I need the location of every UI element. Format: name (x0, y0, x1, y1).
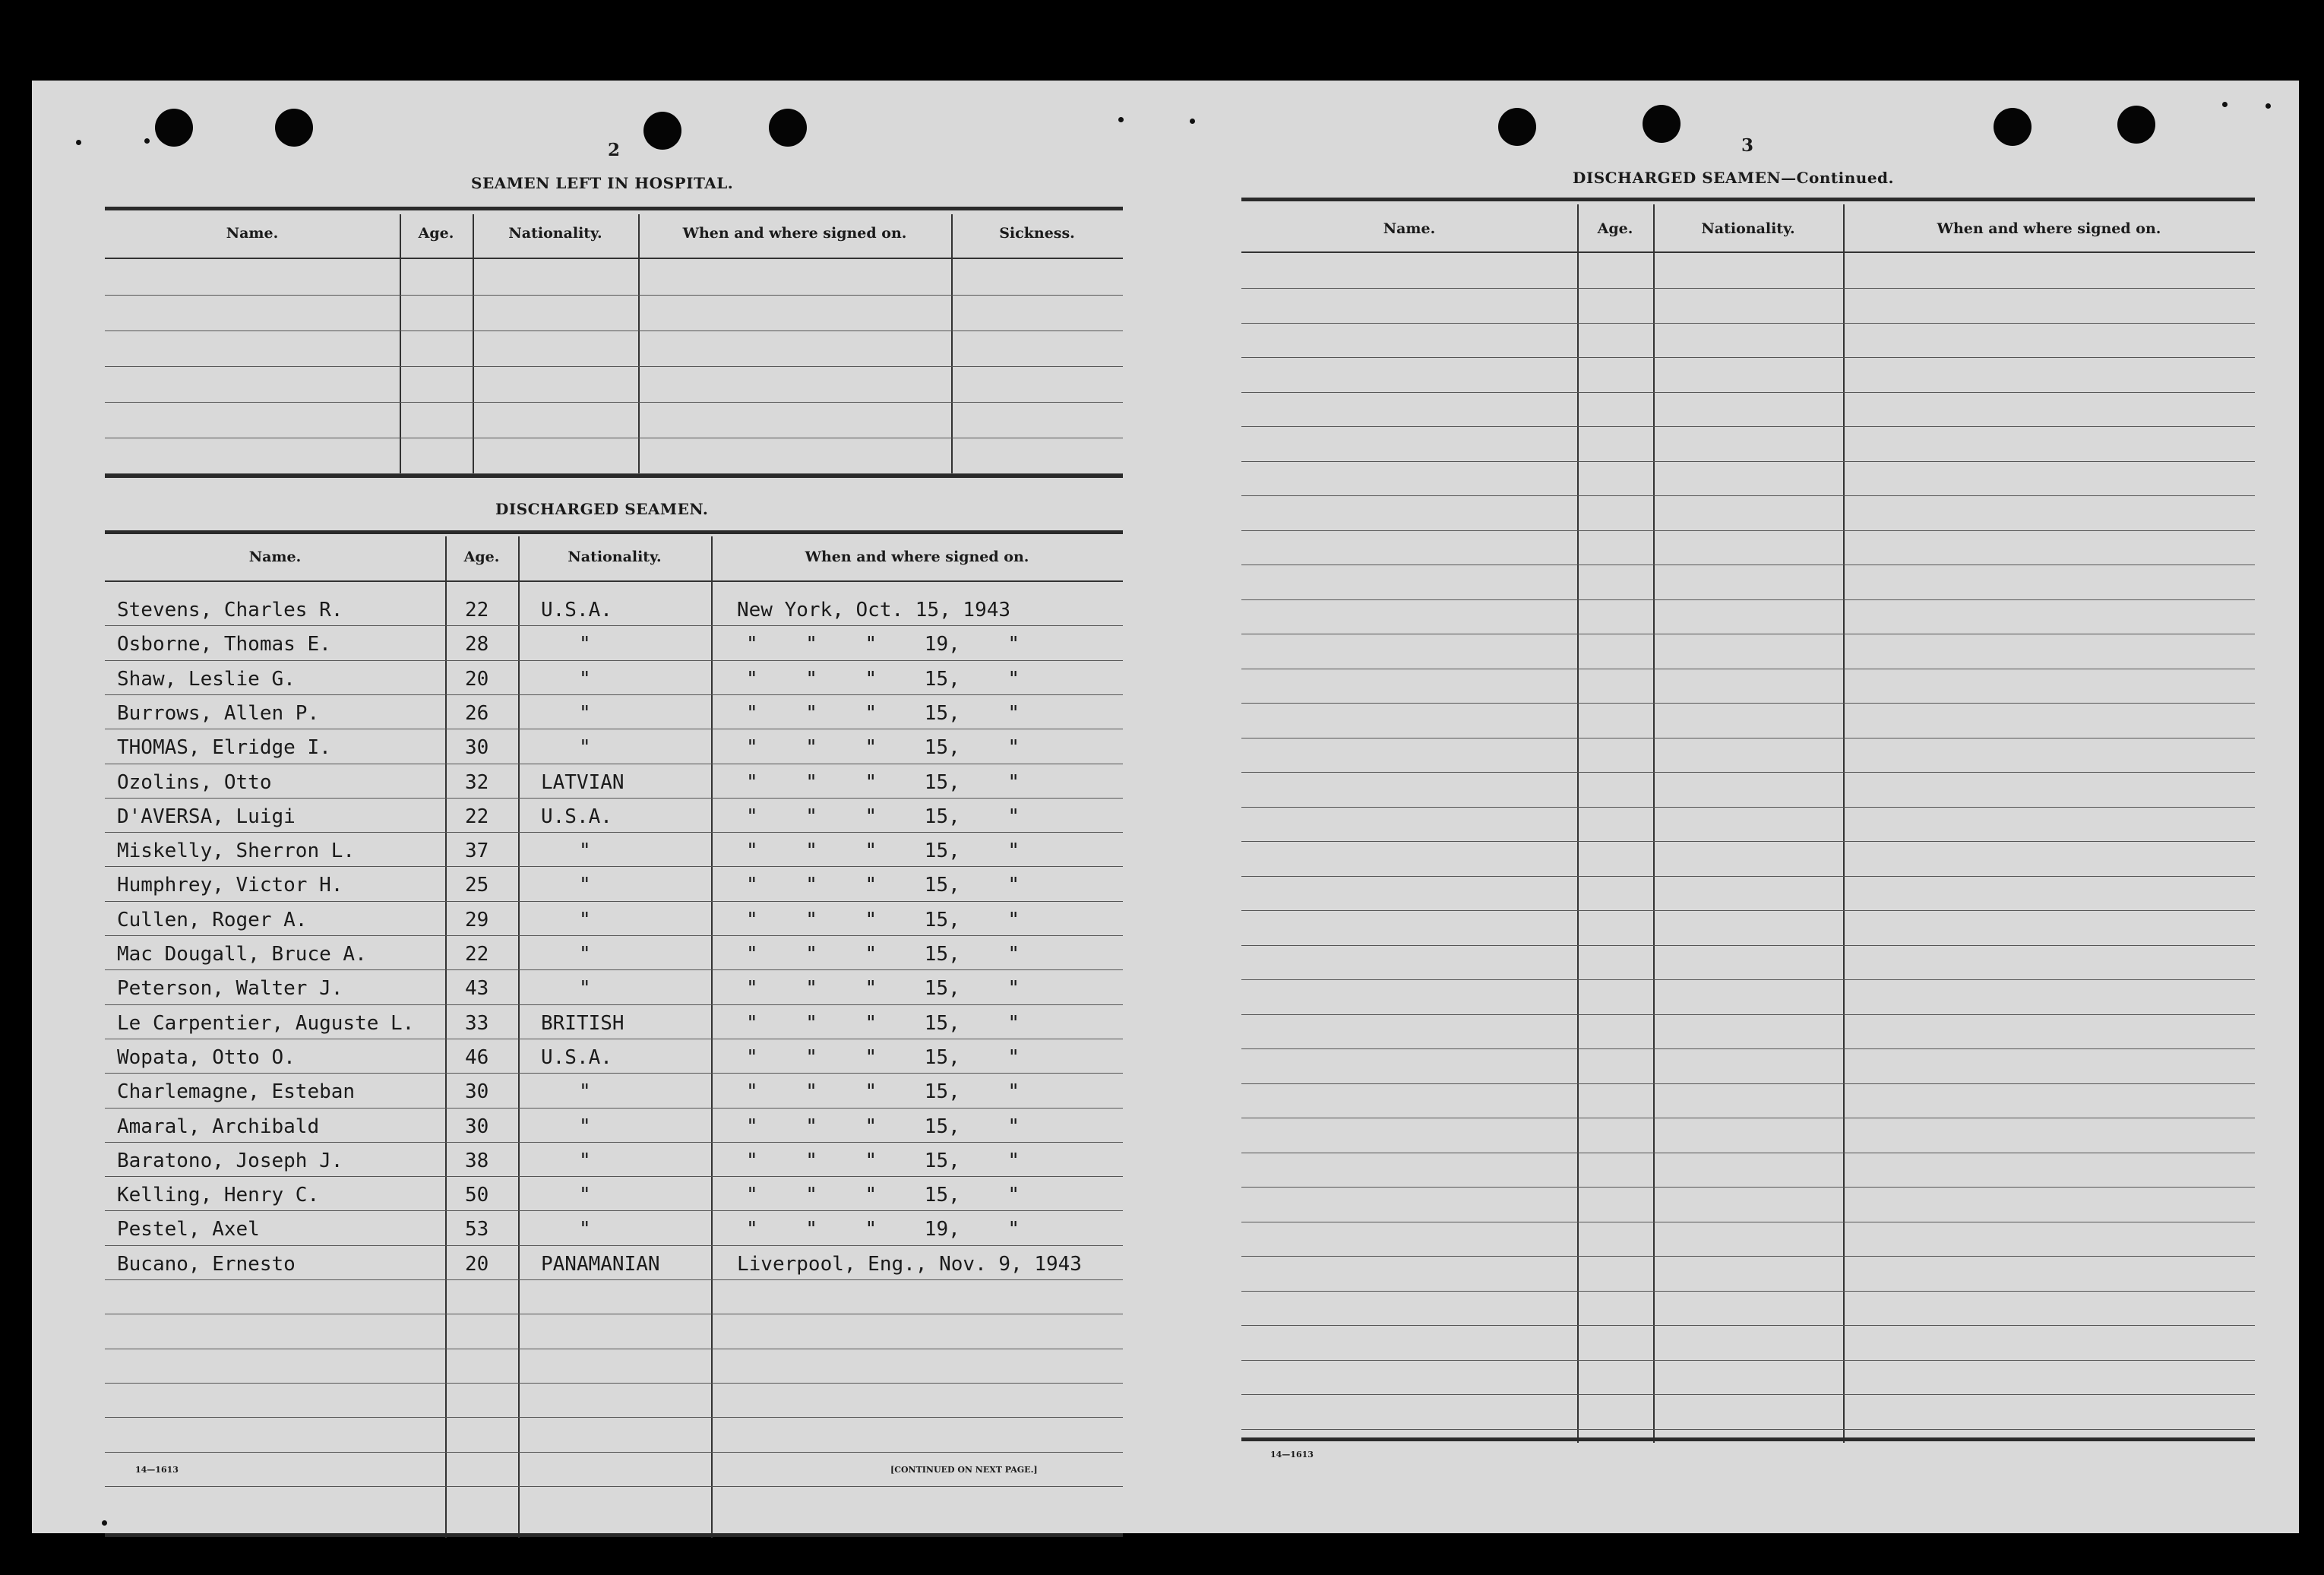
seaman-name: Amaral, Archibald (117, 1115, 320, 1138)
seaman-age: 28 (465, 633, 489, 656)
discharged-col-divider (445, 536, 447, 1538)
hospital-row-line (105, 330, 1123, 331)
seaman-name: Mac Dougall, Bruce A. (117, 943, 367, 966)
speck (102, 1520, 107, 1526)
discharged-row-line (105, 1245, 1123, 1246)
hospital-header-age: Age. (418, 225, 454, 242)
binder-hole (1498, 108, 1536, 146)
seaman-signed-on: " " " 15, " (746, 840, 1020, 862)
seaman-signed-on: " " " 15, " (746, 1115, 1020, 1138)
discharged-section-title: DISCHARGED SEAMEN. (495, 500, 709, 518)
right-row-line (1241, 1187, 2255, 1188)
discharged-col-divider (518, 536, 520, 1538)
right-section-title-main: DISCHARGED SEAMEN (1573, 169, 1782, 187)
seaman-nationality: " (579, 1218, 591, 1241)
seaman-name: Miskelly, Sherron L. (117, 840, 356, 862)
seaman-age: 30 (465, 736, 489, 759)
seaman-signed-on: " " " 19, " (746, 633, 1020, 656)
right-header-rule (1241, 251, 2255, 253)
right-row-line (1241, 876, 2255, 877)
seaman-signed-on: " " " 15, " (746, 943, 1020, 966)
discharged-row-line (105, 660, 1123, 661)
seaman-nationality: U.S.A. (541, 599, 612, 621)
right-row-line (1241, 772, 2255, 773)
seaman-nationality: " (579, 1150, 591, 1172)
seaman-name: THOMAS, Elridge I. (117, 736, 331, 759)
right-row-line (1241, 1394, 2255, 1395)
binder-hole (155, 109, 193, 147)
seaman-signed-on: " " " 15, " (746, 1184, 1020, 1207)
binder-hole (1994, 108, 2032, 146)
right-row-line (1241, 599, 2255, 600)
discharged-row-line (105, 625, 1123, 626)
seaman-name: Kelling, Henry C. (117, 1184, 320, 1207)
right-row-line (1241, 357, 2255, 358)
discharged-header-signed-on: When and where signed on. (805, 549, 1029, 565)
discharged-row-line (105, 1279, 1123, 1280)
right-section-title-continued: —Continued. (1781, 169, 1894, 187)
form-number-left: 14—1613 (135, 1465, 179, 1475)
right-row-line (1241, 841, 2255, 842)
speck (2222, 102, 2228, 107)
seaman-nationality: " (579, 633, 591, 656)
hospital-header-nationality: Nationality. (508, 225, 602, 242)
seaman-nationality: " (579, 909, 591, 931)
seaman-name: Charlemagne, Esteban (117, 1080, 356, 1103)
discharged-row-line (105, 798, 1123, 799)
discharged-header-nationality: Nationality. (568, 549, 662, 565)
right-header-nationality: Nationality. (1701, 220, 1795, 237)
speck (1190, 119, 1195, 124)
page-number-left: 2 (608, 140, 621, 160)
discharged-row-line (105, 1210, 1123, 1211)
right-row-line (1241, 1014, 2255, 1015)
hospital-section-title: SEAMEN LEFT IN HOSPITAL. (471, 174, 734, 192)
right-row-line (1241, 807, 2255, 808)
seaman-age: 22 (465, 599, 489, 621)
right-row-line (1241, 910, 2255, 911)
seaman-nationality: " (579, 736, 591, 759)
seaman-name: Pestel, Axel (117, 1218, 260, 1241)
right-row-line (1241, 288, 2255, 289)
hospital-top-rule (105, 207, 1123, 210)
right-col-divider (1577, 204, 1579, 1443)
hospital-bottom-rule (105, 474, 1123, 478)
seaman-nationality: " (579, 943, 591, 966)
seaman-signed-on: " " " 15, " (746, 702, 1020, 725)
seaman-age: 29 (465, 909, 489, 931)
discharged-row-line (105, 866, 1123, 867)
seaman-signed-on: " " " 15, " (746, 874, 1020, 897)
discharged-row-line (105, 1073, 1123, 1074)
right-row-line (1241, 1048, 2255, 1049)
right-row-line (1241, 392, 2255, 393)
binder-hole (1643, 105, 1681, 143)
seaman-age: 25 (465, 874, 489, 897)
seaman-age: 30 (465, 1115, 489, 1138)
seaman-age: 22 (465, 805, 489, 828)
seaman-age: 53 (465, 1218, 489, 1241)
seaman-name: D'AVERSA, Luigi (117, 805, 296, 828)
discharged-row-line (105, 1108, 1123, 1109)
seaman-age: 46 (465, 1046, 489, 1069)
seaman-age: 43 (465, 977, 489, 1000)
right-header-age: Age. (1597, 220, 1633, 237)
discharged-row-line (105, 1417, 1123, 1418)
hospital-header-signed-on: When and where signed on. (682, 225, 907, 242)
right-header-name: Name. (1383, 220, 1436, 237)
right-section-title (1573, 169, 1894, 187)
seaman-age: 22 (465, 943, 489, 966)
seaman-nationality: PANAMANIAN (541, 1253, 660, 1276)
seaman-age: 20 (465, 668, 489, 691)
seaman-name: Shaw, Leslie G. (117, 668, 296, 691)
document-sheet (32, 81, 2299, 1533)
seaman-age: 32 (465, 771, 489, 794)
seaman-nationality: LATVIAN (541, 771, 624, 794)
discharged-row-line (105, 901, 1123, 902)
right-row-line (1241, 1325, 2255, 1326)
seaman-signed-on: " " " 15, " (746, 977, 1020, 1000)
seaman-nationality: " (579, 1080, 591, 1103)
seaman-name: Burrows, Allen P. (117, 702, 320, 725)
seaman-nationality: " (579, 874, 591, 897)
seaman-signed-on: " " " 15, " (746, 771, 1020, 794)
discharged-row-line (105, 1176, 1123, 1177)
binder-hole (643, 112, 681, 150)
seaman-signed-on: " " " 15, " (746, 1080, 1020, 1103)
right-row-line (1241, 979, 2255, 980)
right-row-line (1241, 461, 2255, 462)
seaman-nationality: " (579, 1115, 591, 1138)
discharged-header-age: Age. (463, 549, 500, 565)
seaman-signed-on: New York, Oct. 15, 1943 (737, 599, 1011, 621)
seaman-nationality: BRITISH (541, 1012, 624, 1035)
discharged-row-line (105, 1383, 1123, 1384)
seaman-nationality: U.S.A. (541, 1046, 612, 1069)
binder-hole (769, 109, 807, 147)
discharged-row-line (105, 694, 1123, 695)
seaman-name: Le Carpentier, Auguste L. (117, 1012, 415, 1035)
right-row-line (1241, 1256, 2255, 1257)
right-header-signed-on: When and where signed on. (1937, 220, 2161, 237)
seaman-name: Cullen, Roger A. (117, 909, 308, 931)
seaman-signed-on: " " " 15, " (746, 1046, 1020, 1069)
right-row-line (1241, 323, 2255, 324)
seaman-age: 37 (465, 840, 489, 862)
discharged-header-name: Name. (248, 549, 302, 565)
seaman-name: Humphrey, Victor H. (117, 874, 343, 897)
seaman-nationality: " (579, 840, 591, 862)
speck (2266, 103, 2271, 109)
discharged-header-rule (105, 580, 1123, 582)
seaman-age: 50 (465, 1184, 489, 1207)
right-col-divider (1843, 204, 1845, 1443)
seaman-age: 33 (465, 1012, 489, 1035)
seaman-name: Osborne, Thomas E. (117, 633, 331, 656)
seaman-name: Stevens, Charles R. (117, 599, 343, 621)
discharged-top-rule (105, 530, 1123, 534)
seaman-signed-on: " " " 15, " (746, 736, 1020, 759)
discharged-row-line (105, 832, 1123, 833)
seaman-name: Ozolins, Otto (117, 771, 272, 794)
seaman-age: 38 (465, 1150, 489, 1172)
seaman-nationality: U.S.A. (541, 805, 612, 828)
discharged-row-line (105, 935, 1123, 936)
right-row-line (1241, 1083, 2255, 1084)
discharged-row-line (105, 969, 1123, 970)
form-number-right: 14—1613 (1270, 1450, 1314, 1460)
right-row-line (1241, 703, 2255, 704)
speck (144, 138, 150, 144)
seaman-age: 20 (465, 1253, 489, 1276)
hospital-row-line (105, 295, 1123, 296)
seaman-signed-on: " " " 15, " (746, 1150, 1020, 1172)
binder-hole (275, 109, 313, 147)
seaman-age: 30 (465, 1080, 489, 1103)
right-row-line (1241, 1360, 2255, 1361)
seaman-signed-on: " " " 15, " (746, 805, 1020, 828)
discharged-row-line (105, 1452, 1123, 1453)
continued-note: [CONTINUED ON NEXT PAGE.] (890, 1465, 1038, 1475)
seaman-signed-on: " " " 19, " (746, 1218, 1020, 1241)
hospital-row-line (105, 402, 1123, 403)
right-row-line (1241, 426, 2255, 427)
speck (1118, 117, 1124, 122)
seaman-nationality: " (579, 977, 591, 1000)
discharged-row-line (105, 1004, 1123, 1005)
speck (76, 140, 81, 145)
seaman-name: Bucano, Ernesto (117, 1253, 296, 1276)
seaman-age: 26 (465, 702, 489, 725)
hospital-header-name: Name. (226, 225, 279, 242)
right-row-line (1241, 1429, 2255, 1430)
page-number-right: 3 (1741, 135, 1754, 156)
discharged-bottom-rule (105, 1533, 1123, 1537)
right-row-line (1241, 530, 2255, 531)
seaman-name: Wopata, Otto O. (117, 1046, 296, 1069)
right-top-rule (1241, 198, 2255, 201)
seaman-signed-on: " " " 15, " (746, 668, 1020, 691)
right-row-line (1241, 945, 2255, 946)
seaman-nationality: " (579, 668, 591, 691)
hospital-header-sickness: Sickness. (999, 225, 1075, 242)
right-row-line (1241, 495, 2255, 496)
discharged-row-line (105, 1142, 1123, 1143)
seaman-name: Peterson, Walter J. (117, 977, 343, 1000)
hospital-row-line (105, 366, 1123, 367)
discharged-col-divider (711, 536, 713, 1538)
discharged-row-line (105, 1486, 1123, 1487)
seaman-nationality: " (579, 702, 591, 725)
seaman-nationality: " (579, 1184, 591, 1207)
right-row-line (1241, 1291, 2255, 1292)
seaman-signed-on: " " " 15, " (746, 1012, 1020, 1035)
seaman-signed-on: " " " 15, " (746, 909, 1020, 931)
right-bottom-rule (1241, 1437, 2255, 1441)
hospital-header-rule (105, 258, 1123, 259)
seaman-signed-on: Liverpool, Eng., Nov. 9, 1943 (737, 1253, 1082, 1276)
right-col-divider (1653, 204, 1655, 1443)
binder-hole (2117, 106, 2155, 144)
seaman-name: Baratono, Joseph J. (117, 1150, 343, 1172)
